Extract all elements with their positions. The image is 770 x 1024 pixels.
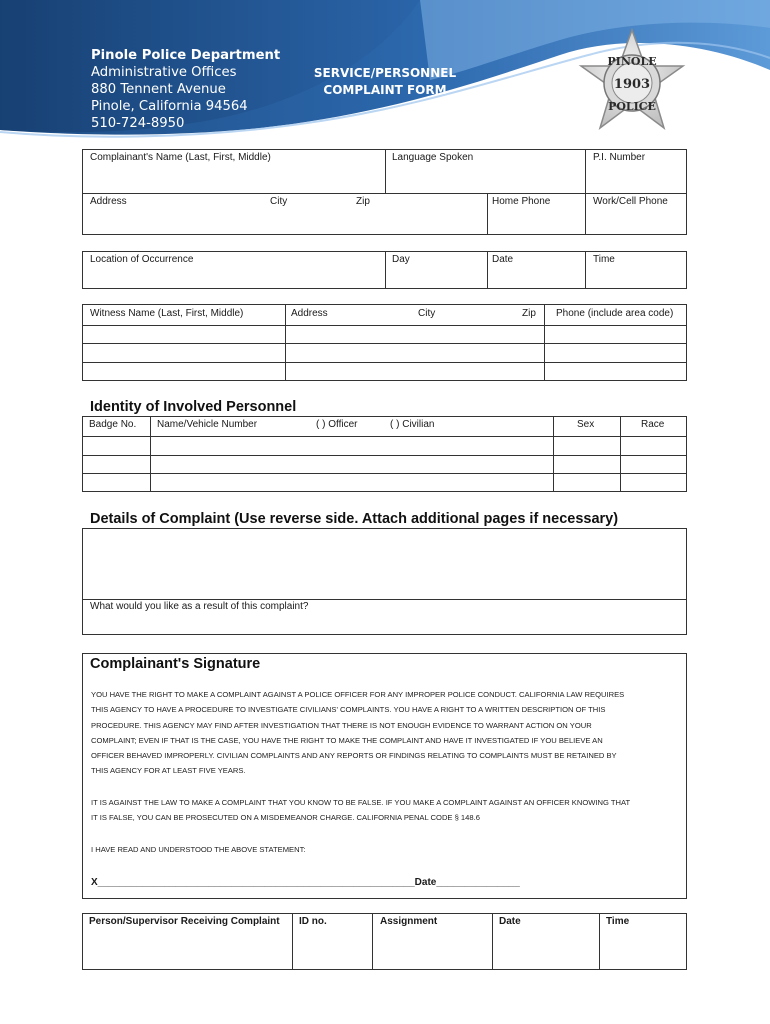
name-vehicle-header: Name/Vehicle Number — [157, 419, 258, 430]
race-header: Race — [641, 419, 665, 430]
work-phone-field[interactable]: Work/Cell Phone — [593, 196, 668, 207]
zip-field[interactable]: Zip — [356, 196, 370, 207]
witness-zip-header: Zip — [522, 308, 536, 319]
witness-name-header: Witness Name (Last, First, Middle) — [90, 308, 244, 319]
phone-line: 510-724-8950 — [91, 116, 185, 131]
department-name: Pinole Police Department — [91, 48, 281, 63]
rights-line: OFFICER BEHAVED IMPROPERLY. CIVILIAN COMPLAINTS AND ANY REPORTS OR FINDINGS RELATING TO COMPLAINTS MUST BE RETAINED BY — [91, 751, 617, 761]
form-title-line1: SERVICE/PERSONNEL — [313, 66, 457, 80]
details-heading: Details of Complaint (Use reverse side. Attach additional pages if necessary) — [90, 511, 619, 527]
badge-no-header: Badge No. — [89, 419, 137, 430]
signature-heading: Complainant's Signature — [90, 656, 261, 672]
form-title-line2: COMPLAINT FORM — [323, 83, 447, 97]
signature-date-line[interactable]: X_________________________________________________________Date_______________ — [91, 877, 520, 888]
officer-checkbox[interactable]: ( ) Officer — [316, 419, 358, 430]
address-field[interactable]: Address — [90, 196, 127, 207]
witness-address-header: Address — [291, 308, 328, 319]
police-star-badge-icon — [577, 28, 687, 138]
pi-number-field[interactable]: P.I. Number — [593, 152, 646, 163]
badge-year: 1903 — [613, 77, 651, 92]
result-question-field[interactable]: What would you like as a result of this complaint? — [90, 601, 309, 612]
rights-line: THIS AGENCY FOR AT LEAST FIVE YEARS. — [91, 766, 246, 776]
sex-header: Sex — [577, 419, 595, 430]
city-field[interactable]: City — [270, 196, 288, 207]
details-textarea[interactable] — [82, 528, 687, 635]
receiving-person-field[interactable]: Person/Supervisor Receiving Complaint — [89, 916, 280, 927]
day-field[interactable]: Day — [392, 254, 410, 265]
receiving-assignment-field[interactable]: Assignment — [380, 916, 438, 927]
warning-line: IT IS FALSE, YOU CAN BE PROSECUTED ON A MISDEMEANOR CHARGE. CALIFORNIA PENAL CODE § 148.6 — [91, 813, 480, 823]
location-field[interactable]: Location of Occurrence — [90, 254, 194, 265]
language-spoken-field[interactable]: Language Spoken — [392, 152, 474, 163]
personnel-heading: Identity of Involved Personnel — [90, 399, 297, 415]
false-complaint-paragraph — [91, 795, 683, 826]
rights-line: YOU HAVE THE RIGHT TO MAKE A COMPLAINT AGAINST A POLICE OFFICER FOR ANY IMPROPER POLICE CONDUCT. CALIFORNIA LAW REQUIRES — [91, 690, 625, 699]
receiving-id-field[interactable]: ID no. — [299, 916, 327, 927]
department-info — [91, 47, 280, 132]
date-field[interactable]: Date — [492, 254, 514, 265]
badge-bottom-text: POLICE — [608, 100, 656, 113]
rights-line: PROCEDURE. THIS AGENCY MAY FIND AFTER INVESTIGATION THAT THERE IS NOT ENOUGH EVIDENCE TO WARRANT ACTION ON YOUR — [91, 720, 592, 730]
rights-line: THIS AGENCY TO HAVE A PROCEDURE TO INVESTIGATE CIVILIANS' COMPLAINTS. YOU HAVE A RIGHT TO A WRITTEN DESCRIPTION OF THIS — [91, 705, 606, 715]
warning-line: IT IS AGAINST THE LAW TO MAKE A COMPLAINT THAT YOU KNOW TO BE FALSE. IF YOU MAKE A COMPLAINT AGAINST AN OFFICER KNOWING THAT — [91, 798, 631, 807]
complainant-name-field[interactable]: Complainant's Name (Last, First, Middle) — [90, 152, 271, 163]
receiving-date-field[interactable]: Date — [499, 916, 521, 927]
badge-top-text: PINOLE — [607, 55, 657, 68]
rights-paragraph — [91, 687, 683, 779]
witness-phone-header: Phone (include area code) — [556, 308, 674, 319]
acknowledgement-text: I HAVE READ AND UNDERSTOOD THE ABOVE STATEMENT: — [91, 845, 306, 854]
address-line: Administrative Offices — [91, 65, 237, 80]
time-field[interactable]: Time — [593, 254, 615, 265]
civilian-checkbox[interactable]: ( ) Civilian — [390, 419, 435, 430]
receiving-time-field[interactable]: Time — [606, 916, 630, 927]
address-line: 880 Tennent Avenue — [91, 82, 226, 97]
home-phone-field[interactable]: Home Phone — [492, 196, 551, 207]
witness-city-header: City — [418, 308, 436, 319]
address-line: Pinole, California 94564 — [91, 99, 248, 114]
rights-line: COMPLAINT; EVEN IF THAT IS THE CASE, YOU HAVE THE RIGHT TO MAKE THE COMPLAINT AND HAVE IT INVESTIGATED IF YOU BELIEVE AN — [91, 735, 603, 745]
form-title — [300, 65, 470, 99]
